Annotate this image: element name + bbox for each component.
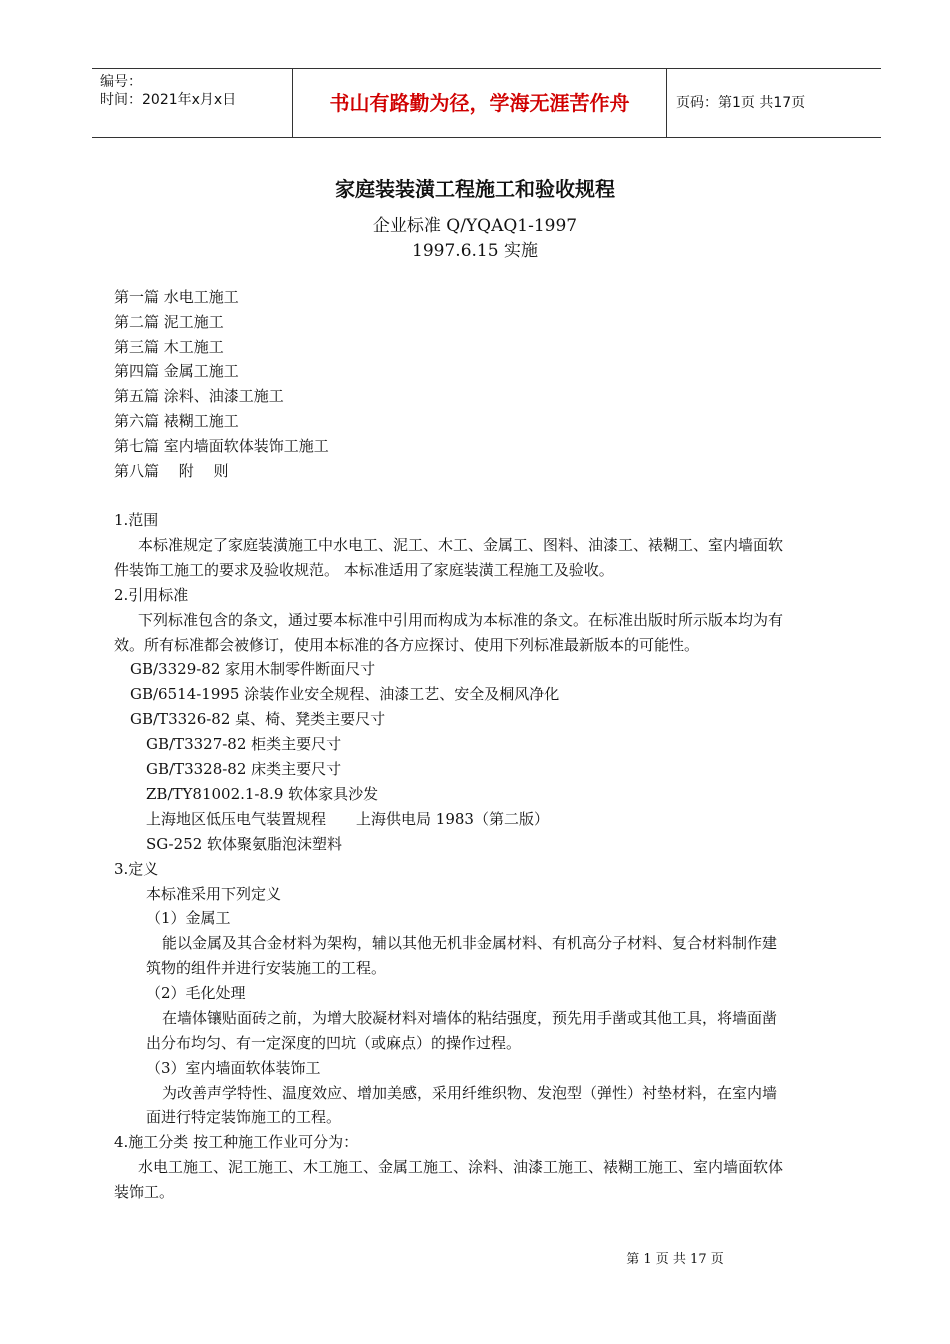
section-heading: 1.范围 xyxy=(114,511,159,529)
paragraph-line: 在墙体镶贴面砖之前，为增大胶凝材料对墙体的粘结强度，预先用手凿或其他工具，将墙面凿 xyxy=(162,1009,778,1027)
toc-item: 第八篇 附 则 xyxy=(114,462,229,480)
standard-number: 企业标准 Q/YQAQ1-1997 xyxy=(372,216,578,236)
section-heading: 4.施工分类 按工种施工作业可分为： xyxy=(114,1133,359,1151)
page-footer: 第 1 页 共 17 页 xyxy=(626,1252,724,1267)
header-motto: 书山有路勤为径，学海无涯苦作舟 xyxy=(329,91,630,115)
number-label: 编号： xyxy=(100,74,142,90)
header-info xyxy=(100,73,236,109)
reference-item: GB/T3328-82 床类主要尺寸 xyxy=(146,760,342,778)
document-title: 家庭装装潢工程施工和验收规程 xyxy=(335,177,615,201)
effective-date: 1997.6.15 实施 xyxy=(412,241,538,261)
toc-item: 第二篇 泥工施工 xyxy=(114,313,224,331)
reference-item: ZB/TY81002.1-8.9 软体家具沙发 xyxy=(146,785,379,803)
reference-item: 上海地区低压电气装置规程 上海供电局 1983（第二版） xyxy=(146,810,549,828)
paragraph-line: 能以金属及其合金材料为架构，辅以其他无机非金属材料、有机高分子材料、复合材料制作建 xyxy=(162,934,778,952)
paragraph-line: 出分布均匀、有一定深度的凹坑（或麻点）的操作过程。 xyxy=(146,1034,522,1052)
header-divider xyxy=(666,69,667,137)
toc-item: 第五篇 涂料、油漆工施工 xyxy=(114,387,284,405)
section-heading: 3.定义 xyxy=(114,860,159,878)
reference-item: GB/6514-1995 涂装作业安全规程、油漆工艺、安全及桐风净化 xyxy=(130,685,560,703)
reference-item: GB/3329-82 家用木制零件断面尺寸 xyxy=(130,660,376,678)
definition-term: （3）室内墙面软体装饰工 xyxy=(146,1059,321,1077)
toc-item: 第四篇 金属工施工 xyxy=(114,362,239,380)
time-label: 时间：2021年x月x日 xyxy=(100,92,237,108)
definition-term: （2）毛化处理 xyxy=(146,984,246,1002)
paragraph-line: 装饰工。 xyxy=(114,1183,175,1201)
paragraph-line: 本标准采用下列定义 xyxy=(146,885,282,903)
reference-item: GB/T3327-82 柜类主要尺寸 xyxy=(146,735,342,753)
header-page-label: 页码：第1页 共17页 xyxy=(676,95,806,111)
paragraph-line: 筑物的组件并进行安装施工的工程。 xyxy=(146,959,387,977)
paragraph-line: 水电工施工、泥工施工、木工施工、金属工施工、涂料、油漆工施工、裱糊工施工、室内墙面软体 xyxy=(138,1158,784,1176)
toc-item: 第六篇 裱糊工施工 xyxy=(114,412,239,430)
reference-item: SG-252 软体聚氨脂泡沫塑料 xyxy=(146,835,343,853)
reference-item: GB/T3326-82 桌、椅、凳类主要尺寸 xyxy=(130,710,386,728)
definition-term: （1）金属工 xyxy=(146,909,231,927)
toc-item: 第七篇 室内墙面软体装饰工施工 xyxy=(114,437,329,455)
toc-item: 第三篇 木工施工 xyxy=(114,338,224,356)
section-heading: 2.引用标准 xyxy=(114,586,189,604)
paragraph-line: 下列标准包含的条文，通过要本标准中引用而构成为本标准的条文。在标准出版时所示版本均为有 xyxy=(138,611,784,629)
paragraph-line: 件装饰工施工的要求及验收规范。 本标准适用了家庭装潢工程施工及验收。 xyxy=(114,561,614,579)
toc-item: 第一篇 水电工施工 xyxy=(114,288,239,306)
paragraph-line: 为改善声学特性、温度效应、增加美感，采用纤维织物、发泡型（弹性）衬垫材料，在室内墙 xyxy=(162,1084,778,1102)
paragraph-line: 本标准规定了家庭装潢施工中水电工、泥工、木工、金属工、图料、油漆工、裱糊工、室内墙面软 xyxy=(138,536,784,554)
page-header xyxy=(92,68,881,138)
paragraph-line: 效。所有标准都会被修订，使用本标准的各方应探讨、使用下列标准最新版本的可能性。 xyxy=(114,636,700,654)
paragraph-line: 面进行特定装饰施工的工程。 xyxy=(146,1108,342,1126)
